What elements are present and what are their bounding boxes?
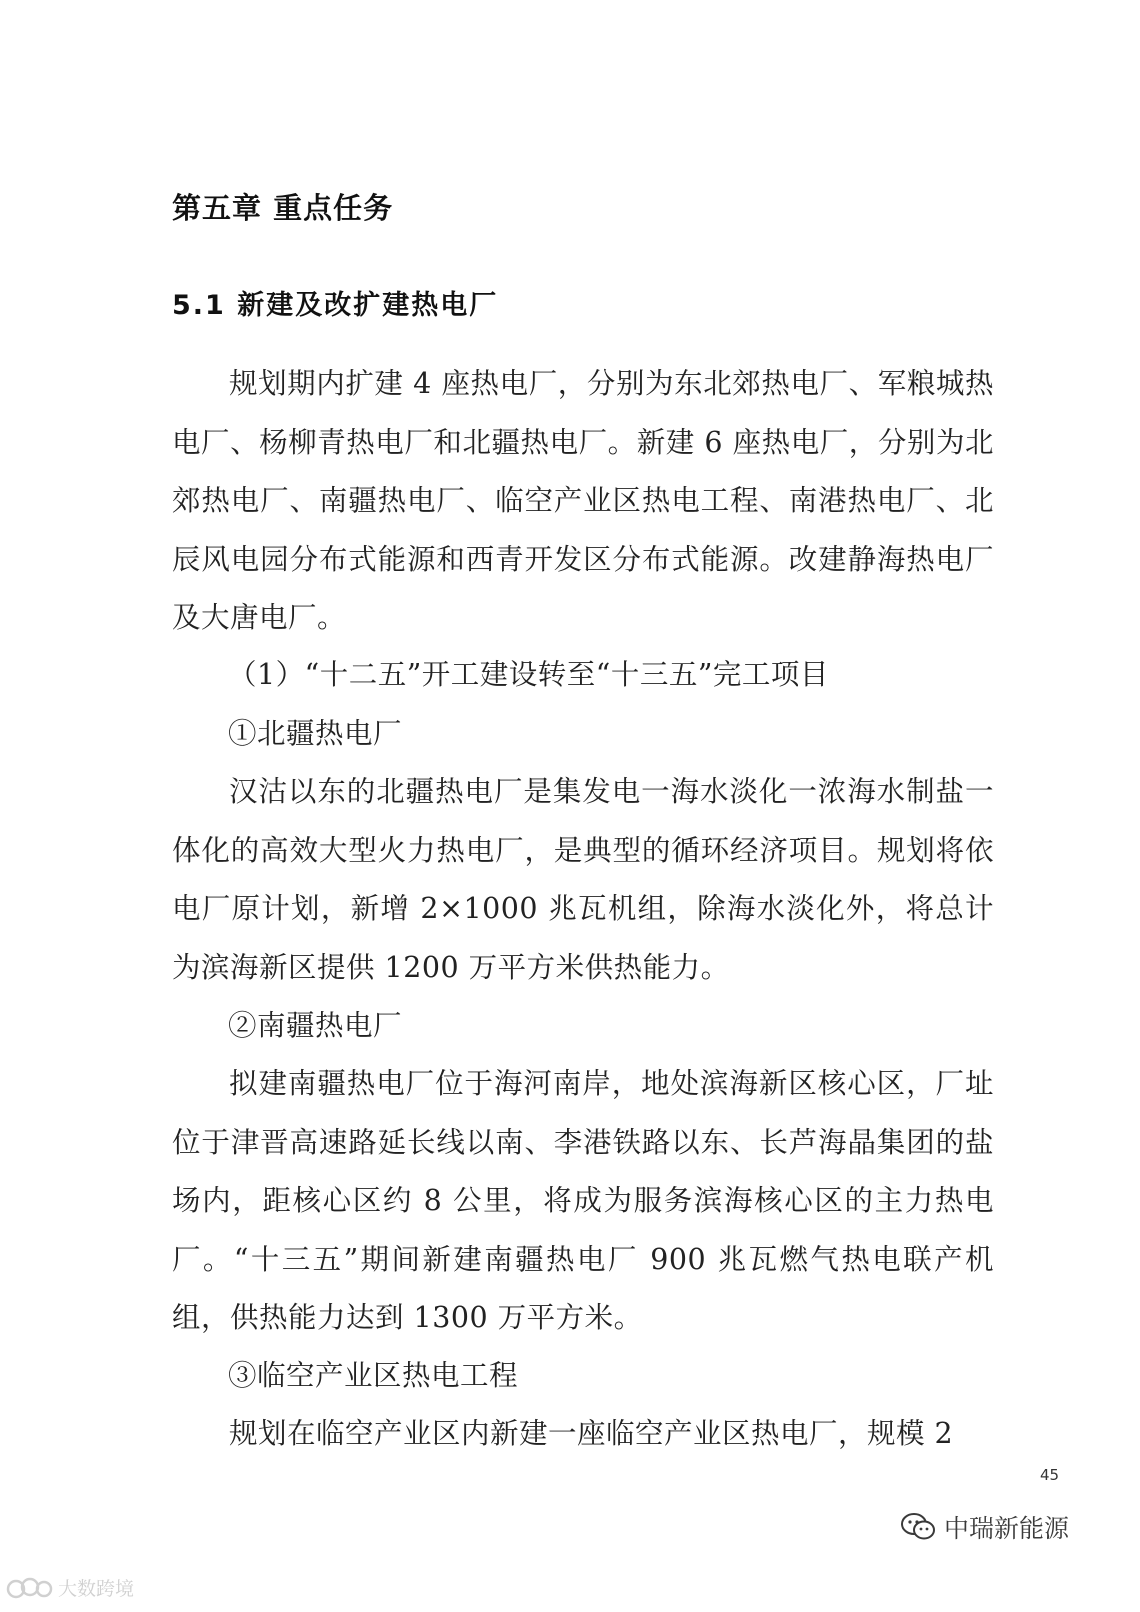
section-title: 5.1 新建及改扩建热电厂 bbox=[172, 290, 499, 321]
paragraph-beijiang: 汉沽以东的北疆热电厂是集发电一海水淡化一浓海水制盐一体化的高效大型火力热电厂，是典型的循环经济项目。规划将依电厂原计划，新增 2×1000 兆瓦机组，除海水淡化外，将总计为滨海新区提供 1200 万平方米供热能力。 bbox=[172, 775, 994, 984]
watermark-right-text: 中瑞新能源 bbox=[944, 1514, 1070, 1543]
cloud-logo-icon bbox=[6, 1577, 54, 1599]
page-number: 45 bbox=[1040, 1466, 1060, 1484]
subheading-linkong: ③临空产业区热电工程 bbox=[228, 1359, 519, 1392]
watermark-left-text: 大数跨境 bbox=[58, 1578, 135, 1600]
paragraph-linkong: 规划在临空产业区内新建一座临空产业区热电厂，规模 2 bbox=[229, 1417, 954, 1450]
subheading-nanjiang: ②南疆热电厂 bbox=[228, 1009, 403, 1042]
subheading-project-group: （1）“十二五”开工建设转至“十三五”完工项目 bbox=[228, 658, 829, 691]
watermark-right bbox=[900, 1509, 1069, 1545]
chapter-title: 第五章 重点任务 bbox=[172, 191, 394, 225]
paragraph-nanjiang: 拟建南疆热电厂位于海河南岸，地处滨海新区核心区，厂址位于津晋高速路延长线以南、李港铁路以东、长芦海晶集团的盐场内，距核心区约 8 公里，将成为服务滨海核心区的主力热电厂。“十三五”期间新建南疆热电厂 900 兆瓦燃气热电联产机组，供热能力达到 1300 万平方米。 bbox=[172, 1067, 994, 1334]
subheading-beijiang: ①北疆热电厂 bbox=[228, 717, 403, 750]
watermark-left bbox=[6, 1574, 134, 1601]
wechat-icon bbox=[900, 1511, 936, 1543]
paragraph-intro: 规划期内扩建 4 座热电厂，分别为东北郊热电厂、军粮城热电厂、杨柳青热电厂和北疆热电厂。新建 6 座热电厂，分别为北郊热电厂、南疆热电厂、临空产业区热电工程、南港热电厂、北辰风电园分布式能源和西青开发区分布式能源。改建静海热电厂及大唐电厂。 bbox=[172, 367, 994, 634]
